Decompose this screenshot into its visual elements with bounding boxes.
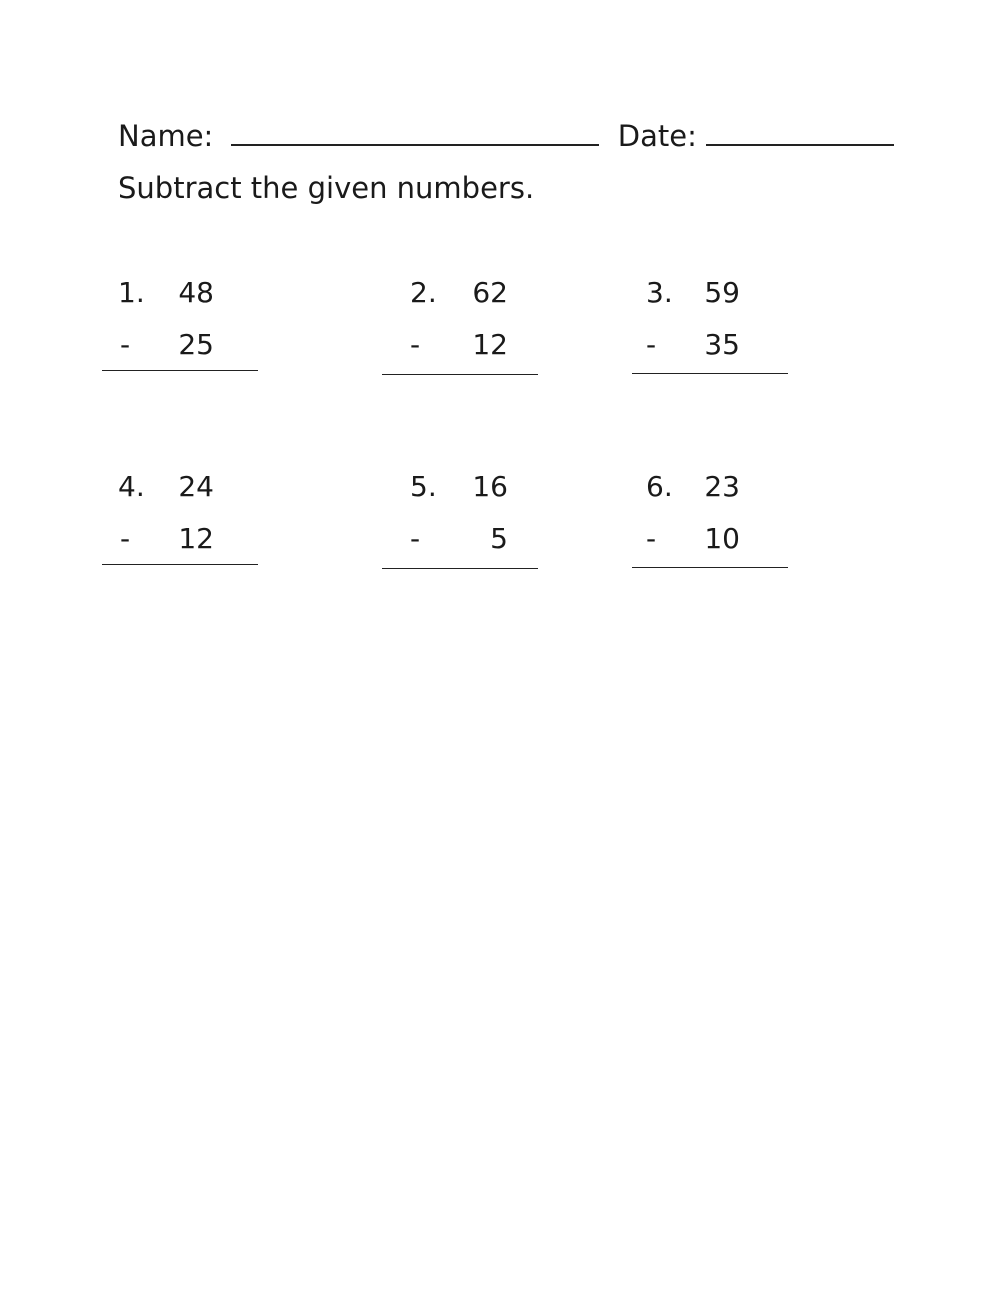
problem-5 <box>382 467 542 567</box>
subtrahend: 12 <box>472 328 508 361</box>
minus-sign: - <box>410 328 421 361</box>
subtrahend: 10 <box>704 522 740 555</box>
answer-line[interactable] <box>382 374 538 375</box>
subtrahend: 35 <box>704 328 740 361</box>
minuend: 48 <box>178 276 214 309</box>
answer-line[interactable] <box>382 568 538 569</box>
problem-6 <box>632 467 792 567</box>
problem-number: 2. <box>410 276 437 309</box>
minus-sign: - <box>646 522 657 555</box>
minus-sign: - <box>410 522 421 555</box>
minus-sign: - <box>120 328 131 361</box>
problem-number: 1. <box>118 276 145 309</box>
minus-sign: - <box>646 328 657 361</box>
minuend: 24 <box>178 470 214 503</box>
minuend: 59 <box>704 276 740 309</box>
problem-number: 4. <box>118 470 145 503</box>
answer-line[interactable] <box>102 370 258 371</box>
answer-line[interactable] <box>632 567 788 568</box>
name-label: Name: <box>118 119 214 153</box>
problem-number: 5. <box>410 470 437 503</box>
date-label: Date: <box>617 119 697 153</box>
problem-1 <box>102 273 262 373</box>
subtrahend: 12 <box>178 522 214 555</box>
problem-2 <box>382 273 542 373</box>
answer-line[interactable] <box>632 373 788 374</box>
problem-3 <box>632 273 792 373</box>
date-blank-field[interactable] <box>706 118 894 146</box>
minuend: 16 <box>472 470 508 503</box>
answer-line[interactable] <box>102 564 258 565</box>
name-blank-field[interactable] <box>231 118 599 146</box>
instruction-text: Subtract the given numbers. <box>118 171 535 205</box>
minuend: 23 <box>704 470 740 503</box>
subtrahend: 5 <box>490 522 508 555</box>
minus-sign: - <box>120 522 131 555</box>
header-line <box>118 116 894 156</box>
minuend: 62 <box>472 276 508 309</box>
problem-number: 3. <box>646 276 673 309</box>
problem-4 <box>102 467 262 567</box>
problem-number: 6. <box>646 470 673 503</box>
subtrahend: 25 <box>178 328 214 361</box>
